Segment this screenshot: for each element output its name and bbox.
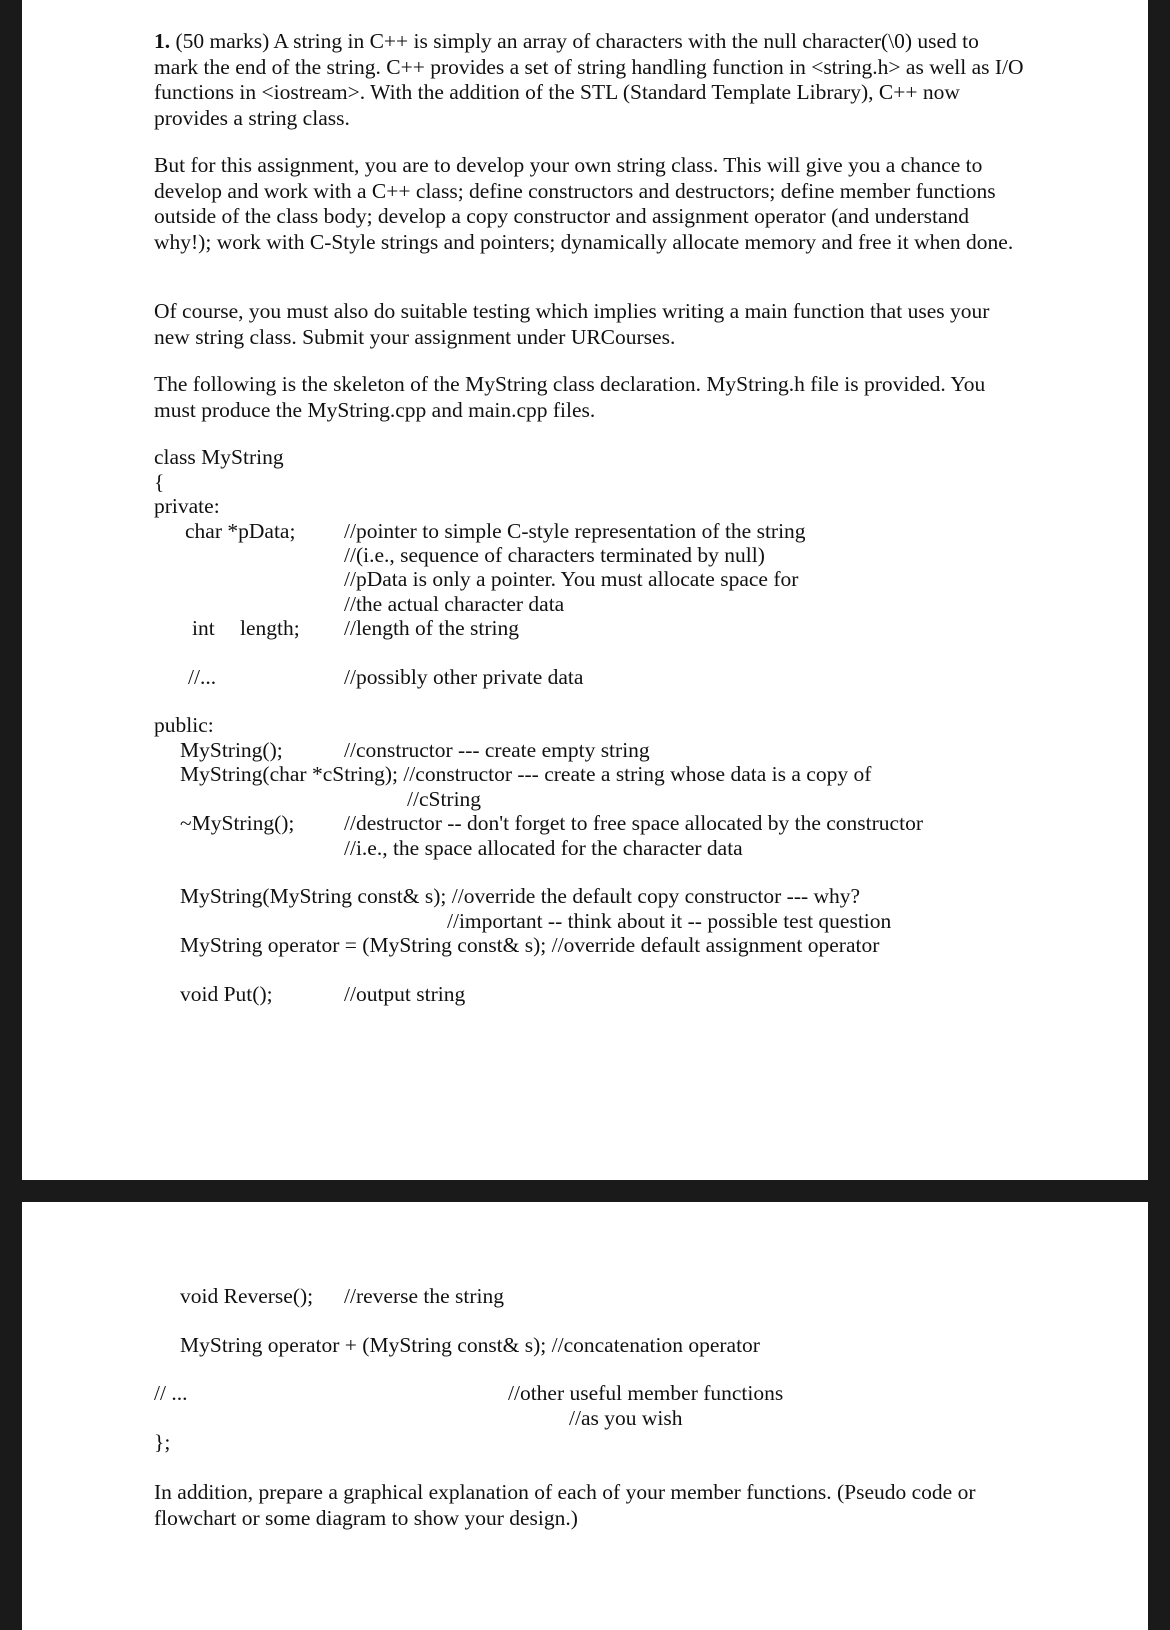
cstring-constructor-comment: //cString (407, 787, 482, 811)
cstring-constructor: MyString(char *cString); //constructor --- create a string whose data is a copy of (180, 762, 872, 786)
reverse-comment: //reverse the string (344, 1284, 505, 1308)
destructor-comment: //i.e., the space allocated for the character data (344, 836, 743, 860)
other-functions-comment: //other useful member functions (508, 1381, 784, 1405)
public-label: public: (154, 713, 214, 737)
document-page-1 (22, 0, 1148, 1180)
private-ellipsis: //... (188, 665, 217, 689)
default-constructor: MyString(); (180, 738, 283, 762)
reverse-declaration: void Reverse(); (180, 1284, 314, 1308)
copy-constructor-comment: //important -- think about it -- possible test question (447, 909, 892, 933)
pdata-comment: //(i.e., sequence of characters terminated by null) (344, 543, 765, 567)
pdata-declaration: char *pData; (185, 519, 296, 543)
other-functions-comment: //as you wish (569, 1406, 683, 1430)
class-declaration: class MyString (154, 445, 284, 469)
concatenation-operator: MyString operator + (MyString const& s); //concatenation operator (180, 1333, 760, 1357)
open-brace: { (154, 470, 165, 494)
length-name: length; (240, 616, 300, 640)
pdata-comment: //pointer to simple C-style representation of the string (344, 519, 806, 543)
document-page-2 (22, 1202, 1148, 1630)
put-declaration: void Put(); (180, 982, 273, 1006)
length-type: int (192, 616, 215, 640)
testing-paragraph: Of course, you must also do suitable testing which implies writing a main function that uses your new string class. Submit your assignment under URCourses. (154, 299, 990, 349)
assignment-paragraph: But for this assignment, you are to develop your own string class. This will give you a chance to develop and work with a C++ class; define constructors and destructors; define member functions outside of the class body; develop a copy constructor and assignment operator (and understand why!); work with C-Style strings and pointers; dynamically allocate memory and free it when done. (154, 153, 1014, 254)
final-paragraph: In addition, prepare a graphical explanation of each of your member functions. (Pseudo code or flowchart or some diagram to show your design.) (154, 1480, 976, 1530)
pdata-comment: //pData is only a pointer. You must allocate space for (344, 567, 799, 591)
intro-paragraph (154, 29, 1024, 131)
question-number: 1. (154, 29, 171, 53)
private-other-comment: //possibly other private data (344, 665, 584, 689)
assignment-operator: MyString operator = (MyString const& s); //override default assignment operator (180, 933, 880, 957)
close-brace: }; (154, 1430, 171, 1454)
other-ellipsis: // ... (154, 1381, 188, 1405)
copy-constructor: MyString(MyString const& s); //override the default copy constructor --- why? (180, 884, 861, 908)
put-comment: //output string (344, 982, 466, 1006)
intro-text: (50 marks) A string in C++ is simply an array of characters with the null character(\0) used to mark the end of the string. C++ provides a set of string handling function in <string.h> as well as I/O functions in <iostream>. With the addition of the STL (Standard Template Library), C++ now provides a string class. (154, 29, 1024, 130)
length-comment: //length of the string (344, 616, 519, 640)
default-constructor-comment: //constructor --- create empty string (344, 738, 650, 762)
skeleton-paragraph: The following is the skeleton of the MyString class declaration. MyString.h file is provided. You must produce the MyString.cpp and main.cpp files. (154, 372, 986, 422)
destructor: ~MyString(); (180, 811, 295, 835)
private-label: private: (154, 494, 220, 518)
destructor-comment: //destructor -- don't forget to free space allocated by the constructor (344, 811, 923, 835)
pdata-comment: //the actual character data (344, 592, 565, 616)
